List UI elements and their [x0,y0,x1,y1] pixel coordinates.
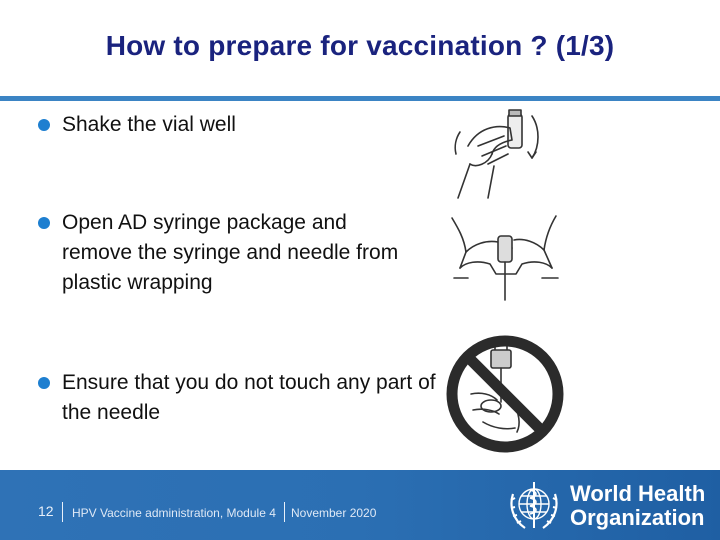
who-wordmark-line2: Organization [570,505,705,530]
bullet-text: Ensure that you do not touch any part of the needle [62,371,436,424]
syringe-package-illustration [446,208,566,302]
footer-bar [0,470,720,540]
footer-separator [284,502,285,522]
bullet-text: Open AD syringe package and remove the syringe and needle from plastic wrapping [62,211,399,294]
bullet-dot [38,119,50,131]
who-wordmark [570,482,705,530]
who-emblem-icon [505,478,563,534]
no-touch-needle-icon [443,332,567,456]
slide-title: How to prepare for vaccination ? (1/3) [105,30,615,61]
bullet-open-package [38,208,418,298]
page-number: 12 [38,503,54,519]
bullet-dot [38,377,50,389]
bullet-text: Shake the vial well [62,113,236,136]
who-wordmark-line1: World Health [570,481,706,506]
footer-separator [62,502,63,522]
title-rule [0,96,720,101]
shake-vial-illustration [448,106,548,202]
footer-date: November 2020 [291,506,377,520]
bullet-dot [38,217,50,229]
bullet-no-touch [38,368,438,428]
footer-course: HPV Vaccine administration, Module 4 [72,506,276,520]
bullet-shake-vial [38,110,236,140]
